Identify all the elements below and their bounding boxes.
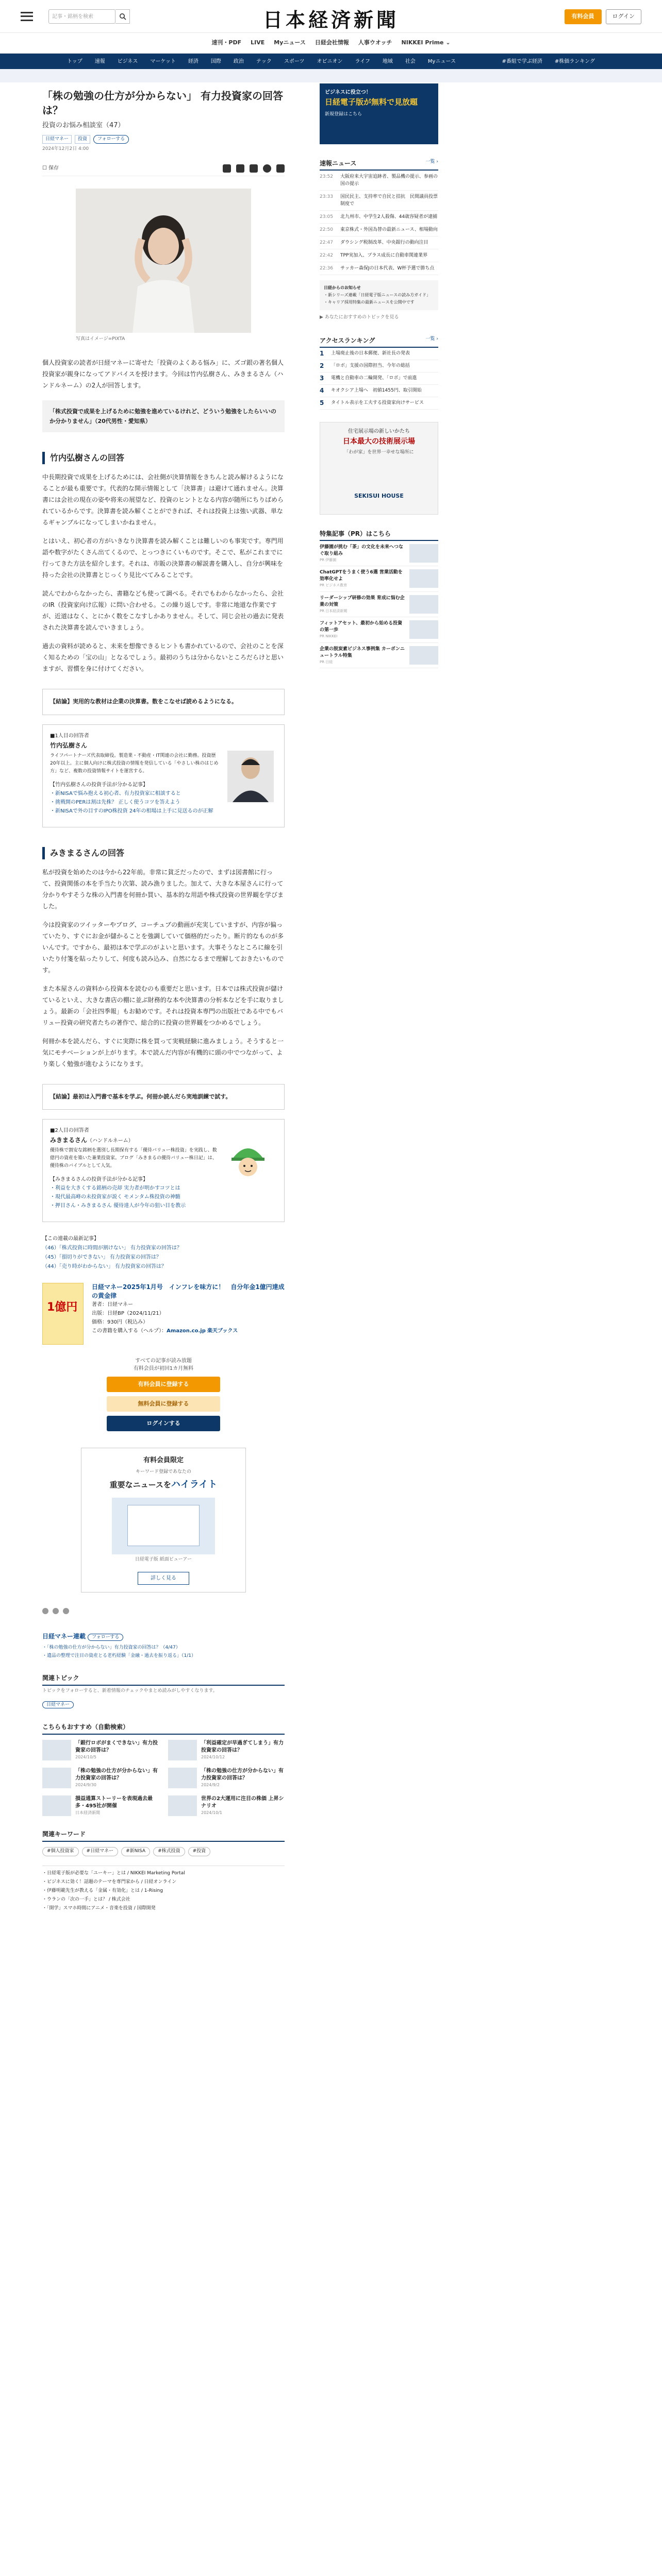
keyword-chip[interactable]: #投資	[188, 1847, 211, 1856]
paywall-text: すべての記事が読み放題	[135, 1358, 192, 1364]
related-link[interactable]: ・現代最高峰の未投資家が説く モメンタム株投資の神髄	[50, 1194, 180, 1200]
sub-navigation	[0, 33, 662, 54]
recommended-date: 2024/10/12	[201, 1755, 225, 1759]
x-share-icon[interactable]	[42, 1608, 48, 1614]
rank-number: 5	[320, 399, 324, 406]
breaking-news-item[interactable]	[320, 249, 438, 262]
breaking-news-item[interactable]	[320, 171, 438, 191]
pr-sponsor: PR 日本経済新聞	[320, 608, 347, 613]
pr-title: リーダーシップ研修の効果 育成に悩む企業の対策	[320, 595, 405, 607]
login-button[interactable]: ログイン	[606, 9, 641, 24]
pr-side-list	[320, 541, 438, 669]
related-link[interactable]: ・利益を大きくする銘柄の売却 実力者が明かすコツとは	[50, 1185, 180, 1191]
keyword-chip[interactable]: #個人投資家	[42, 1847, 79, 1856]
link-copy-icon[interactable]	[276, 164, 285, 173]
recommended-article[interactable]	[168, 1795, 285, 1816]
magazine-cover-headline: 1億円	[47, 1301, 78, 1314]
ad-title: ビジネスに役立つ！	[325, 90, 371, 95]
news-time: 22:47	[320, 240, 333, 245]
article-title: 「株の勉強の仕方が分からない」 有力投資家の回答は？	[42, 90, 283, 116]
nav-item[interactable]: スポーツ	[284, 58, 305, 64]
article-subtitle: 投資のお悩み相談室（47）	[42, 122, 125, 129]
breaking-news-item[interactable]	[320, 236, 438, 249]
pr-sponsor: PR 日経	[320, 659, 333, 664]
keyword-list	[42, 1847, 285, 1856]
breaking-news-more[interactable]: 一覧 ›	[425, 159, 438, 164]
ad-headline: 日本最大の技術展示場	[343, 437, 415, 446]
paywall-login-button[interactable]: ログインする	[107, 1416, 220, 1431]
keyword-chip[interactable]: #日経マネー	[82, 1847, 119, 1856]
nav-item[interactable]: 経済	[188, 58, 198, 64]
amazon-link[interactable]: Amazon.co.jp	[167, 1328, 206, 1334]
series-link[interactable]: ・遺品の整理で注目の資産とる老朽経験「金融・過去を振り返る」（1/1）	[42, 1653, 196, 1658]
pr-thumbnail	[409, 569, 438, 588]
rank-number: 1	[320, 349, 324, 357]
news-headline: サッカー森保Jの日本代表、W杯予選で勝ち点	[340, 266, 435, 271]
conclusion-box: 【結論】最初は入門書で基本を学ぶ。何冊か読んだら実地訓練で試す。	[42, 1084, 285, 1110]
share-icon[interactable]	[236, 164, 244, 173]
recommended-title: 「利益確定が早過ぎてしまう」有力投資家の回答は？	[201, 1740, 284, 1753]
magazine-title[interactable]: 日経マネー2025年1月号 インフレを味方に！ 自分年金1億円達成の黄金律	[92, 1283, 285, 1299]
pr-article[interactable]	[320, 592, 438, 618]
promo-text: 重要なニュースを	[109, 1480, 171, 1489]
back-number-link[interactable]: （46）「株式投資に時間が割けない」 有力投資家の回答は？	[42, 1245, 182, 1251]
publish-date: 2024年12月2日 4:00	[42, 146, 89, 151]
lead-paragraph: 個人投資家の読者が日経マネーに寄せた「投資のよくある悩み」に、ズゴ銀の著名個人投資家が親身になってアドバイスを授けます。今回は竹内弘樹さん、みきまるさん（ハンドルネーム）の2人が回答します。	[42, 359, 284, 389]
article-thumbnail	[168, 1768, 197, 1788]
related-link[interactable]: ・新NISAで悩み抱える初心者、有力投資家に相談すると	[50, 790, 181, 796]
breaking-news-item[interactable]	[320, 224, 438, 236]
rank-headline: 上場廃止後の日本郵便、新社長の発表	[331, 350, 410, 356]
promo-text: キーワード登録であなたの	[135, 1469, 191, 1475]
recommended-title: 「株の勉強の仕方が分からない」有力投資家の回答は？	[75, 1768, 158, 1781]
related-link[interactable]: ・挑戦開のPERは割は先株？ 正しく使うコツを答えよう	[50, 799, 180, 805]
ranking-title: アクセスランキング	[320, 336, 375, 344]
sidebar-ad-sekisui[interactable]	[320, 422, 438, 515]
ranking-list	[320, 348, 438, 410]
nav-item[interactable]: 速報	[94, 58, 105, 64]
recommended-article[interactable]	[42, 1795, 159, 1816]
rank-headline: 「ロボ」支援の国際担当、今年の総括	[331, 363, 410, 368]
news-headline: ダウシング税制改革、中央銀行の動向注目	[340, 240, 428, 245]
search-button[interactable]	[115, 9, 130, 24]
news-headline: 東京株式・外国為替の最新ニュース、相場動向	[340, 227, 438, 232]
hamburger-menu-icon[interactable]	[21, 12, 33, 21]
pr-title: フィットアセット、最初から始める投資の第一歩	[320, 621, 403, 633]
line-share-icon[interactable]	[63, 1608, 69, 1614]
topics-note: トピックをフォローすると、新着情報のチェックやまとめ読みがしやすくなります。	[42, 1688, 218, 1693]
share-bar	[42, 1608, 285, 1614]
pr-article[interactable]	[320, 541, 438, 567]
hero-image	[76, 189, 251, 333]
subnav-item[interactable]: LIVE	[251, 39, 265, 46]
recommended-date: 2024/9/30	[75, 1783, 97, 1787]
body-paragraph: とはいえ、初心者の方がいきなり決算書を読み解くことは難しいのも事実です。専門用語や数字がたくさん出てくるので、とっつきにくいものです。そこで、私がこれまでに行ってきた方法を紹介します。それは、市販の決算書の解説書を購入し、自分が興味を持った会社の決算書とじっくり見比べてみることです。	[42, 537, 284, 579]
notice-link[interactable]: ・新シリーズ連載「日経電子版ニュースの読み方ガイド」	[324, 293, 431, 297]
subnav-item[interactable]: 人事ウオッチ	[358, 39, 392, 46]
ranking-item[interactable]	[320, 360, 438, 372]
nav-item[interactable]: #番組で学ぶ経済	[502, 58, 542, 64]
body-paragraph: 中長期投資で成果を上げるためには、会社側が決算情報をきちんと読み解けるようになることが最も重要です。代表的な開示情報として「決算書」は避けて通れません。決算書には会社の現在の姿や将来の展望など、投資のヒントとなる内容が随所にちりばめられているからです。決算書を読み解くことができれば、それは投資上は強い武器、単なるギャンブルになってしまいかねません。	[42, 473, 284, 526]
promo-heading: 有料会員限定	[143, 1456, 184, 1464]
question-box: 「株式投資で成果を上げるために勉強を進めているけれど、どういう勉強をしたらいいのか分かりません」（20代男性・愛知県）	[42, 400, 285, 432]
breaking-news-title: 速報ニュース	[320, 160, 357, 167]
respondent-bio: 優待株で割安な銘柄を選別し長期保有する「優待バリュー株投資」を実践し、数億円の資産を築いた兼業投資家。ブログ「みきまるの優待バリュー株日記」は、優待株のバイブルとして人気。	[50, 1148, 217, 1168]
rank-number: 2	[320, 362, 324, 369]
recommended-article[interactable]	[42, 1740, 159, 1760]
pr-sponsor: PR 伊藤園	[320, 557, 337, 562]
magazine-cover[interactable]	[42, 1283, 84, 1345]
ad-text: 住宅展示場の新しいかたち	[348, 428, 410, 434]
news-time: 22:42	[320, 253, 333, 258]
site-logo[interactable]: 日本経済新聞	[262, 8, 400, 31]
body-paragraph: 何冊か本を読んだら、すぐに実際に株を買って実戦経験に進みましょう。そうすると一気にモチベーションが上がります。本で読んだ内容が有機的に頭の中でつながって、より楽しく勉強が進むようになります。	[42, 1037, 284, 1067]
breaking-news-item[interactable]	[320, 191, 438, 211]
sidebar	[320, 83, 438, 668]
respondent-name: 竹内弘樹さん	[50, 741, 88, 749]
ad-subtext: 新規登録はこちら	[325, 111, 362, 117]
news-time: 23:33	[320, 194, 333, 199]
pr-link[interactable]: ・ウランの「次の一手」とは？ / 株式会社	[42, 1896, 130, 1902]
promo-highlight: ハイライト	[171, 1479, 218, 1490]
recommended-date: 2024/10/1	[201, 1810, 223, 1815]
body-paragraph: また本屋さんの資料から投資本を読むのも重要だと思います。日本では株式投資が儲けているといえ、大きな書店の棚に並ぶ財務的な本や決算書の分析本などを手に取りましょう。最新の「会社四季報」もお勧めです。それは投資本専門の出版社である中でもバリュー投資の研究者たちの著作で、総合的に投資の世界観をつかめるでしょう。	[42, 985, 284, 1026]
article-thumbnail	[42, 1740, 71, 1760]
ranking-item[interactable]	[320, 397, 438, 410]
pr-link[interactable]: ・ビジネスに効く！話題のテーマを専門家から / 日経オンライン	[42, 1879, 177, 1885]
rank-number: 4	[320, 386, 324, 394]
series-box	[42, 1632, 285, 1660]
rank-headline: タイトル表示を工夫する投資家向けサービス	[331, 400, 424, 405]
respondent-cartoon-avatar	[227, 1138, 269, 1179]
subnav-item[interactable]: Myニュース	[274, 39, 306, 46]
pr-title: 伊藤園が挑む「茶」の文化を未来へつなぐ取り組み	[320, 544, 404, 556]
save-button[interactable]: ☐ 保存	[42, 165, 59, 171]
respondent-profile	[42, 1119, 285, 1222]
related-link[interactable]: ・新NISAで外の目すのIPO株投資 24年の相場は上手に見送るのが正解	[50, 808, 213, 814]
news-time: 22:50	[320, 227, 333, 232]
news-headline: 国民民主、支持率で自民と拮抗 民間議員投票制度で	[340, 194, 438, 207]
pr-thumbnail	[409, 646, 438, 665]
tag-nikkei-money[interactable]: 日経マネー	[42, 135, 72, 144]
sidebar-ad[interactable]	[320, 83, 438, 144]
rakuten-link[interactable]: 楽天ブックス	[207, 1328, 238, 1334]
nav-item[interactable]: 国際	[210, 58, 221, 64]
respondent-photo	[227, 751, 274, 802]
ad-headline: 日経電子版が無料で見放題	[325, 97, 418, 107]
ad-brand: SEKISUI HOUSE	[354, 493, 404, 499]
promo-more-button[interactable]: 詳しく見る	[138, 1572, 189, 1585]
nav-item[interactable]: テック	[256, 58, 272, 64]
respondent-role: ■2人目の回答者	[50, 1128, 89, 1133]
subscribe-button[interactable]: 有料会員	[565, 9, 602, 24]
back-number-link[interactable]: （45）「損切りができない」 有力投資家の回答は？	[42, 1255, 161, 1260]
respondent-role: ■1人目の回答者	[50, 733, 89, 739]
rank-headline: 電機と自動車の二輪開発、「ロボ」で前進	[331, 375, 417, 381]
subnav-item[interactable]: NIKKEI Prime ⌄	[401, 39, 451, 46]
pr-link[interactable]: ・伊藤明範先生が教える「金属・有効化」とは / 1-Rising	[42, 1888, 163, 1893]
register-free-button[interactable]: 無料会員に登録する	[107, 1396, 220, 1412]
body-paragraph: 今は投資家のツイッターやブログ、コーチュブの動画が充実していますが、内容が偏っていたり、すぐにお金が儲かることを強調していて価格的だったり。断片的なものが多いんです。ですから、最初は本で学ぶのがよいと思います。大事そうなところに線を引いたり付箋を貼ったりして、何度も読み込み、自然になるまで理解しておきたいものです。	[42, 921, 284, 974]
ranking-more[interactable]: 一覧 ›	[425, 336, 438, 342]
news-time: 22:36	[320, 266, 333, 271]
recommended-date: 2024/10/5	[75, 1755, 97, 1759]
related-topics-title: 関連トピック	[42, 1673, 285, 1686]
nav-item[interactable]: マーケット	[150, 58, 176, 64]
recommended-title: 「株の勉強の仕方が分からない」有力投資家の回答は？	[201, 1768, 284, 1781]
print-icon[interactable]	[223, 164, 231, 173]
ranking-item[interactable]	[320, 385, 438, 397]
keyword-chip[interactable]: #株式投資	[153, 1847, 185, 1856]
search-icon	[119, 13, 126, 20]
nav-item[interactable]: #株価ランキング	[554, 58, 595, 64]
rank-headline: キオクシア上場へ 初値1455円、取引開始	[331, 387, 422, 393]
back-numbers-title: 【この連載の最新記事】	[42, 1236, 99, 1242]
nav-item[interactable]: ビジネス	[117, 58, 138, 64]
recommendations-grid	[42, 1740, 285, 1816]
topic-suggestion-link[interactable]: ▶ あなたにおすすめのトピックを見る	[320, 315, 399, 320]
series-link[interactable]: ・「株の勉強の仕方が分からない」有力投資家の回答は？（4/47）	[42, 1645, 180, 1650]
pr-article[interactable]	[320, 566, 438, 592]
pr-thumbnail	[409, 595, 438, 614]
related-articles	[50, 1175, 277, 1210]
topic-chip[interactable]: 日経マネー	[42, 1701, 74, 1708]
nav-item[interactable]: 地域	[382, 58, 393, 64]
back-number-link[interactable]: （44）「売り時がわからない」 有力投資家の回答は？	[42, 1264, 167, 1269]
tag-investment[interactable]: 投資	[75, 135, 90, 144]
article-thumbnail	[168, 1795, 197, 1816]
article-thumbnail	[168, 1740, 197, 1760]
bookmark-icon: ☐	[42, 165, 49, 171]
facebook-share-icon[interactable]	[53, 1608, 59, 1614]
ranking-item[interactable]	[320, 348, 438, 360]
ad-text: 「わが家」を世界一幸せな場所に	[344, 449, 414, 455]
recommended-date: 2024/9/2	[201, 1783, 220, 1787]
related-title: 【竹内弘樹さんの投資手法が分かる記事】	[50, 782, 148, 788]
section-heading-takeuchi: 竹内弘樹さんの回答	[42, 452, 285, 464]
conclusion-box: 【結論】実用的な教材は企業の決算書。数をこなせば読めるようになる。	[42, 689, 285, 715]
masthead	[0, 0, 662, 33]
breaking-news-item[interactable]	[320, 211, 438, 224]
section-heading-mikimaru: みきまるさんの回答	[42, 847, 285, 859]
breaking-news-list	[320, 171, 438, 275]
paywall	[42, 1357, 285, 1431]
person-thinking-illustration	[76, 189, 251, 333]
highlight-promo	[81, 1448, 246, 1592]
pr-link[interactable]: ・「開学」スマホ時間にアニメ・音楽を投資 / 国際開発	[42, 1905, 156, 1911]
pr-title: ChatGPTをうまく使う6選 営業活動を効率化せよ	[320, 570, 403, 582]
news-time: 23:52	[320, 174, 333, 179]
recommended-date: 日本経済新聞	[75, 1810, 100, 1815]
respondent-name: みきまるさん（ハンドルネーム）	[50, 1137, 134, 1144]
article-column	[42, 83, 285, 1913]
nav-item[interactable]: オピニオン	[317, 58, 343, 64]
pr-link[interactable]: ・日経電子版が必要な「ユーキー」とは / NIKKEI Marketing Portal	[42, 1870, 185, 1876]
keywords-title: 関連キーワード	[42, 1829, 285, 1842]
paywall-text: 有料会員が初回1カ月無料	[133, 1366, 194, 1371]
follow-button[interactable]: フォローする	[93, 135, 129, 144]
notice-title: 日経からのお知らせ	[324, 285, 361, 290]
notice-link[interactable]: ・キャリア採用特集の最新ニュースを公開中です	[324, 300, 415, 304]
rank-number: 3	[320, 374, 324, 382]
nav-item[interactable]: トップ	[67, 58, 82, 64]
search-input[interactable]: 記事・銘柄を検索	[48, 9, 115, 24]
nav-item[interactable]: Myニュース	[427, 58, 456, 64]
series-follow-button[interactable]: フォローする	[88, 1634, 123, 1641]
main-navigation	[0, 54, 662, 69]
series-title[interactable]: 日経マネー連載	[42, 1632, 86, 1640]
recommended-article[interactable]	[168, 1740, 285, 1760]
body-paragraph: 私が投資を始めたのは今から22年前。非常に貧乏だったので、まずは図書館に行って、投資関係の本を手当たり次第、読み漁りました。加えて、大きな本屋さんに行って分かりやすそうな株の入門書を何冊か買い、基本的な用語や株式投資の世界観を学びました。	[42, 868, 284, 910]
body-paragraph: 過去の資料が読めると、未来を想像できるヒントも書かれているので、会社のことを深く知るための「宝の山」となるでしょう。最初のうちは分からないところだらけと思いますが、習慣を身に付けてください。	[42, 642, 284, 672]
subnav-item[interactable]: 速刊・PDF	[211, 39, 242, 46]
pr-article[interactable]	[320, 617, 438, 643]
keyword-chip[interactable]: #新NISA	[121, 1847, 150, 1856]
news-time: 23:05	[320, 214, 333, 219]
related-link[interactable]: ・押目さん・みきまるさん 優待達人が今年の狙い目を教示	[50, 1203, 186, 1209]
ranking-item[interactable]	[320, 372, 438, 385]
news-headline: 北九州市、中学生2人殺傷、44歳容疑者が逮捕	[340, 214, 438, 219]
pr-title: 企業の脱炭素ビジネス事例集 カーボンニュートラル特集	[320, 646, 405, 658]
magazine-promo	[42, 1283, 285, 1345]
image-caption: 写真はイメージ=PIXTA	[76, 336, 125, 342]
magazine-publisher: 出版：日経BP（2024/11/21）	[92, 1311, 164, 1316]
article-thumbnail	[42, 1795, 71, 1816]
promo-image	[112, 1498, 215, 1554]
recommended-title: 世界の2大運用に注目の株価 上昇シナリオ	[201, 1796, 284, 1809]
recommended-title: 「銀行ロボがまくできない」有力投資家の回答は？	[75, 1740, 158, 1753]
pr-thumbnail	[409, 544, 438, 563]
breadcrumb-bar	[0, 69, 662, 82]
promo-image-label: 日経電子版 紙面ビューアー	[135, 1557, 192, 1562]
notice-box	[320, 280, 438, 310]
pr-thumbnail	[409, 620, 438, 639]
related-title: 【みきまるさんの投資手法が分かる記事】	[50, 1177, 148, 1182]
nav-item[interactable]: 社会	[405, 58, 416, 64]
news-headline: 大阪府来大宇宙追跡者、製品機の提示、参画の国の提示	[340, 174, 438, 187]
magazine-author: 著者：日経マネー	[92, 1302, 134, 1308]
pr-section-title: 特集記事（PR）はこちら	[320, 530, 391, 537]
buy-label: この書籍を購入する（ヘルプ）：	[92, 1328, 167, 1334]
article-thumbnail	[42, 1768, 71, 1788]
recommendations-title: こちらもおすすめ（自動検索）	[42, 1722, 285, 1735]
recommended-article[interactable]	[42, 1768, 159, 1788]
nav-item[interactable]: 政治	[233, 58, 244, 64]
pr-sponsor: PR NIKKEI	[320, 634, 338, 638]
subnav-item[interactable]: 日経会社情報	[315, 39, 349, 46]
magazine-price: 価格：930円（税込み）	[92, 1319, 148, 1325]
facebook-share-icon[interactable]	[263, 164, 271, 173]
news-headline: TPP実加入、プラス成長に自動車関連業界	[340, 253, 428, 258]
respondent-bio: ライフパートナーズ代表取締役。製造業・不動産・IT関連の会社に勤務。投資歴20年以上。主に個人向けに株式投資の情報を発信している「やさしい株のはじめ方」など、複数の投資情報サイトを運営する。	[50, 753, 219, 774]
pr-sponsor: PR ビジネス教育	[320, 583, 347, 587]
body-paragraph: 読んでわからなかったら、書籍なども使って調べる。それでもわからなかったら、会社のIR（投資家向け広報）に問い合わせる。この繰り返しです。非常に地道な作業ですが、近道はなく、とにかく数をこなすしかありません。そして、同じ会社の過去に発表された決算書を読んでいきましょう。	[42, 590, 284, 631]
register-paid-button[interactable]: 有料会員に登録する	[107, 1377, 220, 1392]
pr-article[interactable]	[320, 643, 438, 669]
nav-item[interactable]: ライフ	[355, 58, 370, 64]
pr-links	[42, 1866, 285, 1913]
respondent-profile	[42, 724, 285, 827]
series-back-numbers	[42, 1234, 285, 1272]
breaking-news-item[interactable]	[320, 262, 438, 275]
recommended-title: 損益通算ストーリーを表現過去最多・495社が開催	[75, 1796, 153, 1809]
recommended-article[interactable]	[168, 1768, 285, 1788]
article-toolbar	[42, 164, 285, 176]
x-share-icon[interactable]	[250, 164, 258, 173]
